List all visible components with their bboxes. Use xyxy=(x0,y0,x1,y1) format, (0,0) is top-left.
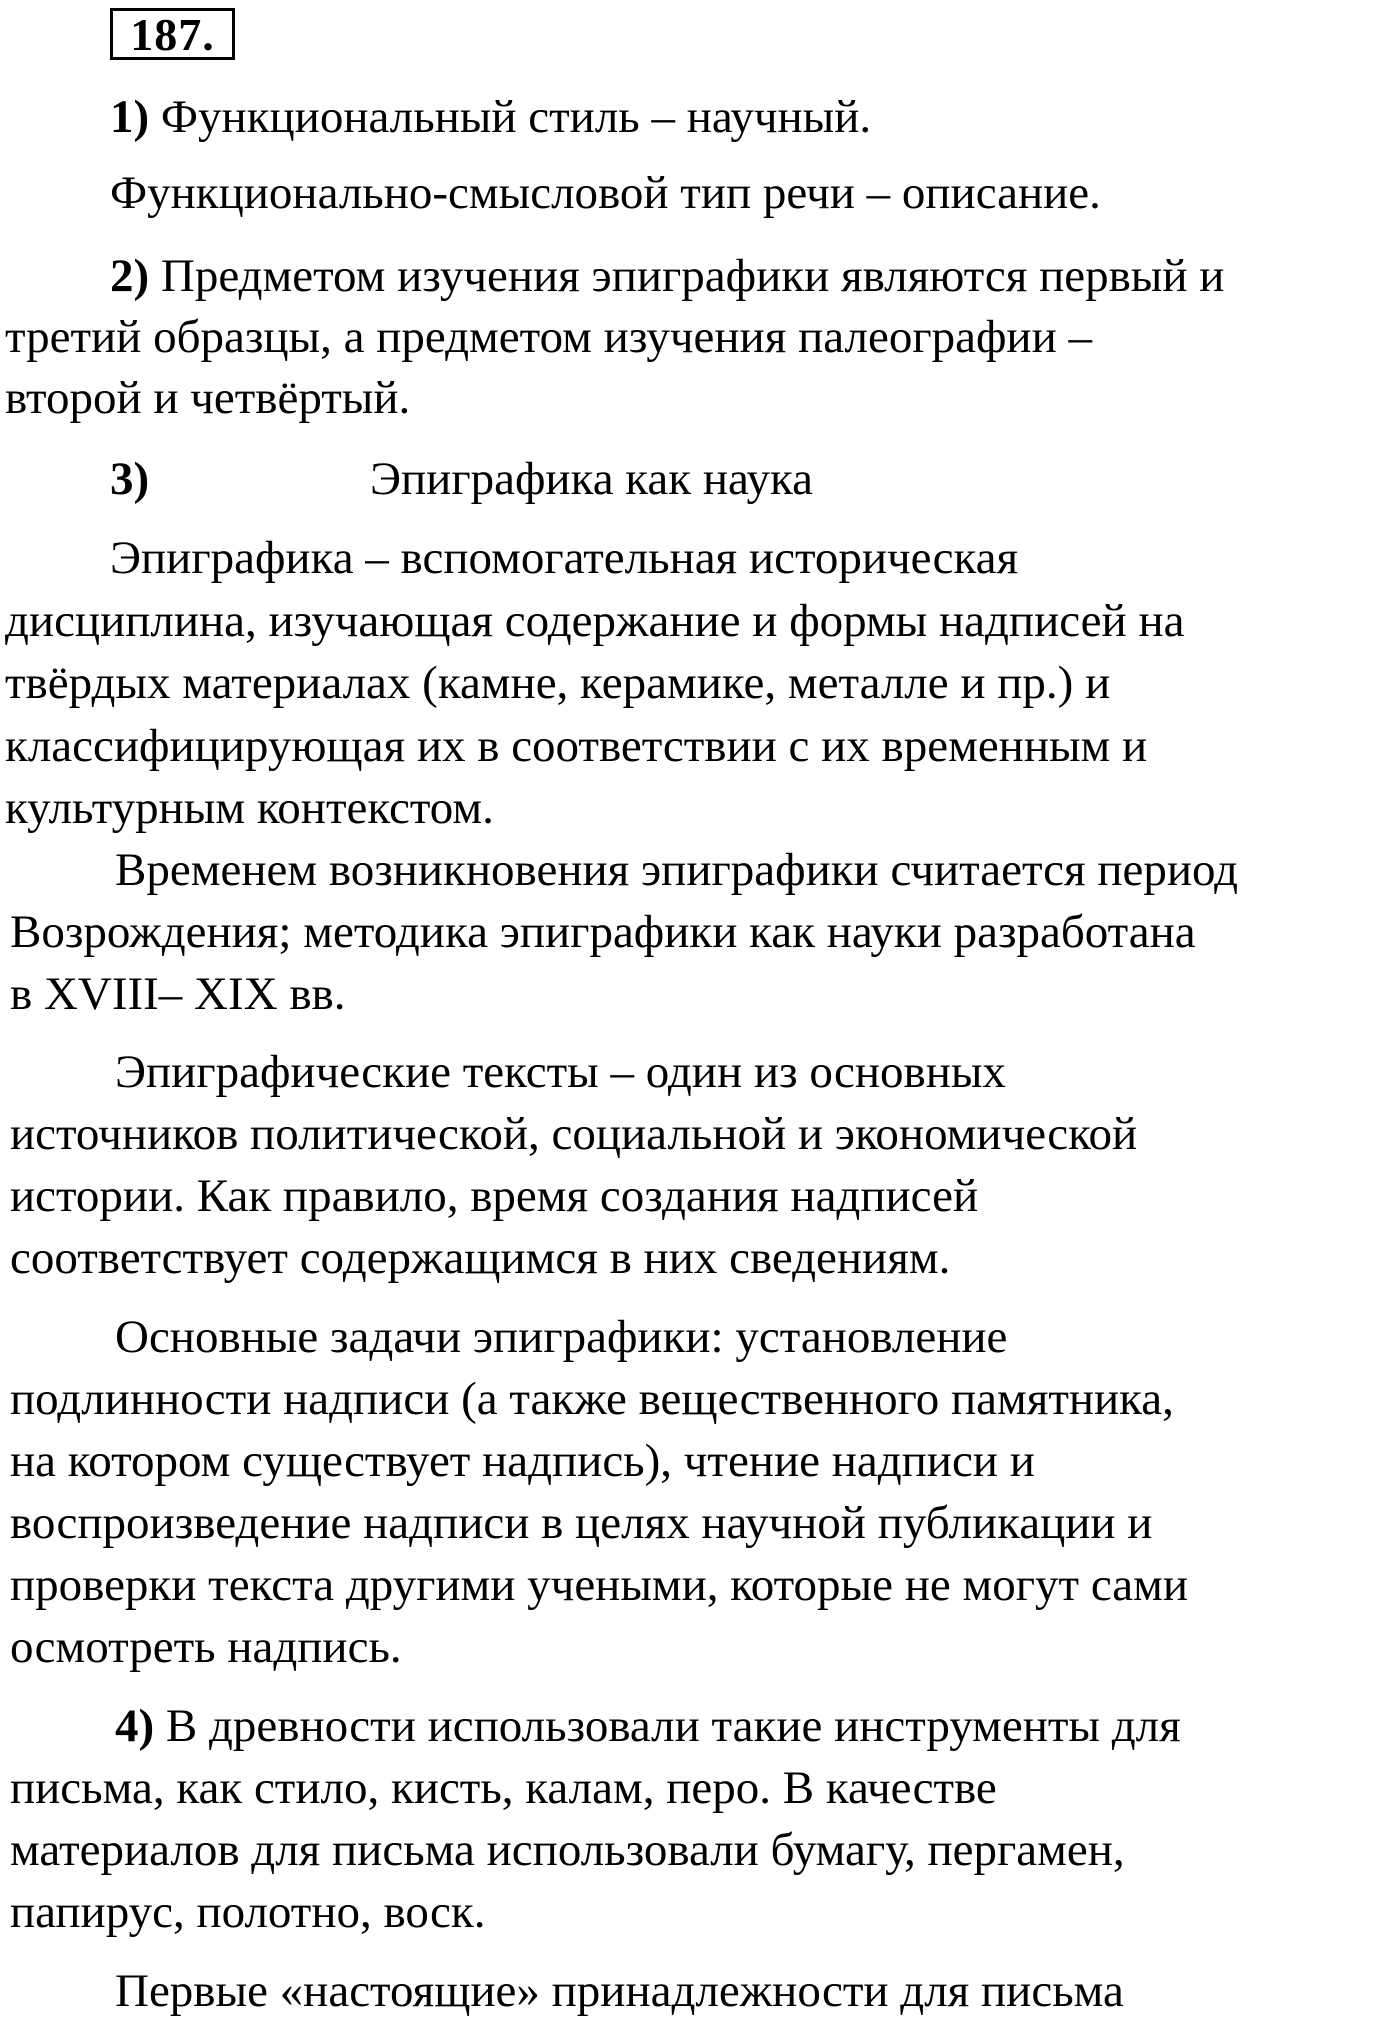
section-1-label: 1) xyxy=(110,91,150,143)
section-3-p3-line-3: истории. Как правило, время создания надписей xyxy=(10,1170,979,1222)
section-1-line-2: Функционально-смысловой тип речи – описание. xyxy=(110,167,1101,219)
section-4-line-5: Первые «настоящие» принадлежности для письма xyxy=(115,1965,1124,2017)
section-3-p4-line-4: воспроизведение надписи в целях научной публикации и xyxy=(10,1497,1153,1549)
section-4-line-4: папирус, полотно, воск. xyxy=(10,1886,486,1938)
section-2-line-1 xyxy=(110,248,1224,304)
section-2-line-3: второй и четвёртый. xyxy=(5,372,411,424)
exercise-number: 187. xyxy=(110,8,235,60)
section-3-title: Эпиграфика как наука xyxy=(370,453,813,505)
section-3-p3-line-1: Эпиграфические тексты – один из основных xyxy=(115,1046,1006,1098)
section-3-p4-line-2: подлинности надписи (а также вещественного памятника, xyxy=(10,1373,1174,1425)
section-4-text-1: В древности использовали такие инструменты для xyxy=(154,1700,1181,1752)
section-2-text-1: Предметом изучения эпиграфики являются первый и xyxy=(149,250,1225,302)
section-3-p1-line-3: твёрдых материалах (камне, керамике, металле и пр.) и xyxy=(5,657,1111,709)
section-3-p4-line-6: осмотреть надпись. xyxy=(10,1621,402,1673)
section-3-p4-line-1: Основные задачи эпиграфики: установление xyxy=(115,1311,1008,1363)
section-3-p3-line-4: соответствует содержащимся в них сведениям. xyxy=(10,1232,951,1284)
section-2-line-2: третий образцы, а предметом изучения палеографии – xyxy=(5,311,1092,363)
section-3-p2-line-2: Возрождения; методика эпиграфики как науки разработана xyxy=(10,906,1196,958)
section-2-label: 2) xyxy=(110,250,150,302)
section-3-p1-line-2: дисциплина, изучающая содержание и формы надписей на xyxy=(5,595,1185,647)
section-3-p1-line-1: Эпиграфика – вспомогательная историческая xyxy=(110,532,1019,584)
section-3-p1-line-5: культурным контекстом. xyxy=(5,782,494,834)
section-3-p4-line-3: на котором существует надпись), чтение надписи и xyxy=(10,1435,1035,1487)
section-4-line-2: письма, как стило, кисть, калам, перо. В качестве xyxy=(10,1762,997,1814)
section-4-line-1 xyxy=(115,1698,1181,1754)
section-4-label: 4) xyxy=(115,1700,155,1752)
section-3-p4-line-5: проверки текста другими учеными, которые не могут сами xyxy=(10,1559,1189,1611)
section-3-p2-line-3: в XVIII– XIX вв. xyxy=(10,968,346,1020)
section-3-label: 3) xyxy=(110,453,150,505)
section-3-p3-line-2: источников политической, социальной и экономической xyxy=(10,1108,1138,1160)
section-1-text-1: Функциональный стиль – научный. xyxy=(149,91,872,143)
section-3-p1-line-4: классифицирующая их в соответствии с их временным и xyxy=(5,720,1148,772)
section-3-p2-line-1: Временем возникновения эпиграфики считается период xyxy=(115,844,1239,896)
section-1-line-1 xyxy=(110,89,871,145)
section-4-line-3: материалов для письма использовали бумагу, пергамен, xyxy=(10,1824,1125,1876)
